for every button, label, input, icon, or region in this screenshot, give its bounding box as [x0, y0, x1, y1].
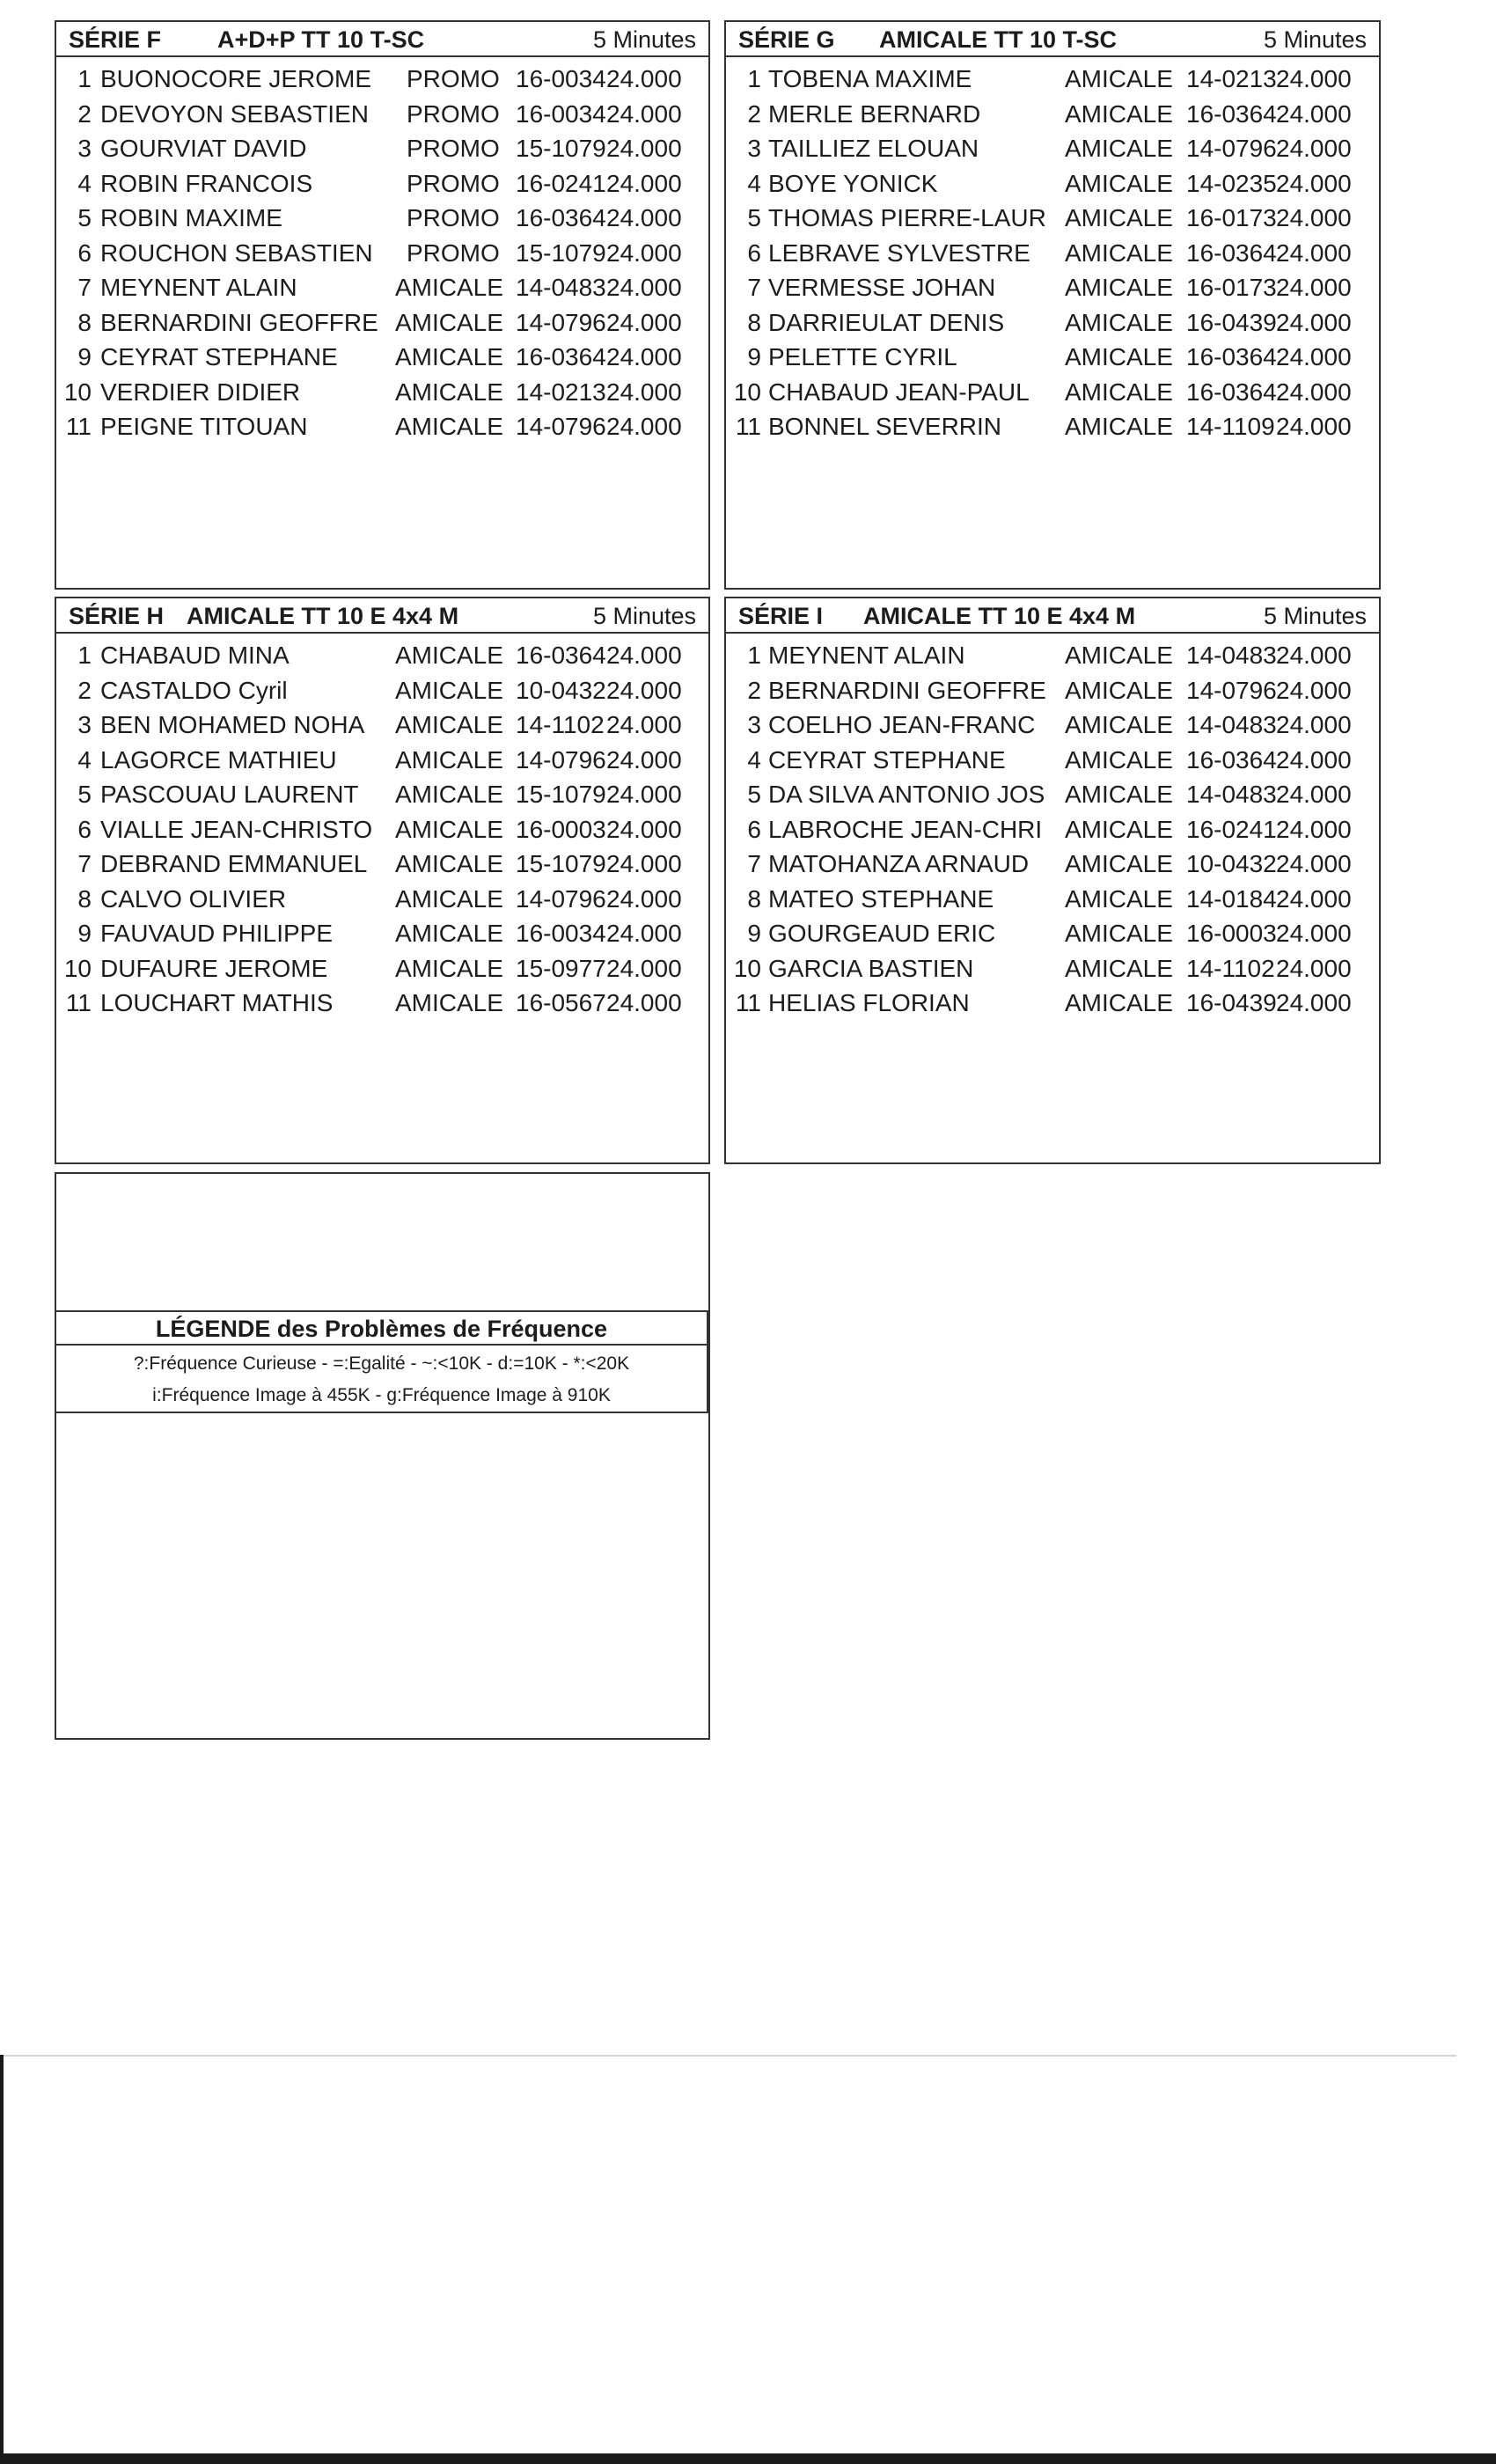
entry-frequency: 16-0003	[1186, 920, 1277, 947]
entry-club: PROMO	[407, 135, 500, 162]
entry-name: TAILLIEZ ELOUAN	[768, 135, 979, 162]
table-row	[726, 409, 1379, 444]
table-row	[56, 409, 708, 444]
panel-serie-h	[55, 597, 710, 1164]
entry-club: AMICALE	[395, 308, 503, 336]
entry-time: 24.000	[606, 343, 682, 370]
legend-box	[55, 1172, 710, 1740]
entry-time: 24.000	[606, 99, 682, 128]
entry-frequency: 16-0003	[516, 815, 606, 843]
entry-club: AMICALE	[1065, 884, 1173, 913]
entry-club: AMICALE	[395, 642, 503, 669]
entry-number: 1	[77, 65, 92, 92]
entry-name: ROBIN MAXIME	[100, 204, 282, 231]
entry-number: 6	[77, 815, 92, 843]
entry-frequency: 16-0439	[1186, 989, 1277, 1016]
table-row	[726, 743, 1379, 778]
entry-name: ROBIN FRANCOIS	[100, 169, 313, 197]
table-row	[726, 708, 1379, 743]
entry-frequency: 16-0364	[516, 343, 606, 370]
table-row	[56, 340, 708, 375]
entry-name: HELIAS FLORIAN	[768, 989, 970, 1016]
entry-time: 24.000	[1276, 920, 1352, 947]
entry-name: BERNARDINI GEOFFRE	[768, 676, 1046, 704]
entry-number: 9	[77, 920, 92, 947]
entry-frequency: 14-0796	[516, 413, 606, 440]
entry-club: AMICALE	[1065, 850, 1173, 877]
entry-time: 24.000	[606, 711, 682, 738]
panel-serie-i	[724, 597, 1381, 1164]
entry-club: AMICALE	[1065, 413, 1173, 440]
entry-frequency: 16-0241	[516, 169, 606, 197]
page-separator	[0, 2055, 1456, 2057]
entry-frequency: 14-1102	[516, 711, 605, 738]
entry-frequency: 14-0796	[516, 884, 606, 913]
entry-number: 3	[747, 711, 761, 738]
entry-time: 24.000	[606, 274, 682, 301]
entry-club: AMICALE	[1065, 954, 1173, 982]
entry-name: FAUVAUD PHILIPPE	[100, 920, 334, 947]
entry-name: VIALLE JEAN-CHRISTO	[100, 815, 373, 843]
entry-name: DEVOYON SEBASTIEN	[100, 99, 369, 128]
entry-name: MEYNENT ALAIN	[768, 642, 965, 669]
entry-name: CASTALDO Cyril	[100, 676, 288, 704]
table-row	[726, 812, 1379, 847]
entry-name: VERMESSE JOHAN	[768, 274, 996, 301]
table-row	[726, 305, 1379, 341]
entry-club: AMICALE	[1065, 274, 1173, 301]
entry-number: 7	[747, 850, 761, 877]
entry-frequency: 14-0796	[1186, 676, 1277, 704]
entry-club: PROMO	[407, 169, 500, 197]
entry-club: PROMO	[407, 204, 500, 231]
entry-number: 4	[77, 745, 92, 774]
serie-label: SÉRIE G	[738, 26, 835, 53]
entry-name: CEYRAT STEPHANE	[100, 343, 338, 370]
entry-club: AMICALE	[1065, 204, 1173, 231]
entry-frequency: 15-1079	[516, 850, 606, 877]
entry-frequency: 14-1102	[1186, 954, 1275, 982]
entry-frequency: 16-0364	[1186, 745, 1277, 774]
entry-frequency: 16-0173	[1186, 204, 1277, 231]
table-row	[56, 97, 708, 132]
entry-number: 2	[747, 99, 761, 128]
entry-name: GOURVIAT DAVID	[100, 135, 307, 162]
entry-time: 24.000	[606, 745, 682, 774]
entry-club: PROMO	[407, 99, 500, 128]
entry-time: 24.000	[1276, 676, 1352, 704]
serie-type: AMICALE TT 10 T-SC	[879, 26, 1118, 53]
entry-number: 3	[747, 135, 761, 162]
entry-frequency: 10-0432	[516, 676, 606, 704]
entry-time: 24.000	[606, 204, 682, 231]
entry-number: 7	[747, 274, 761, 301]
serie-label: SÉRIE H	[69, 603, 165, 629]
entry-frequency: 16-0364	[1186, 99, 1277, 128]
entry-name: LOUCHART MATHIS	[100, 989, 334, 1016]
table-row	[726, 638, 1379, 673]
entry-club: AMICALE	[395, 920, 503, 947]
serie-label: SÉRIE F	[69, 26, 162, 53]
entry-number: 4	[747, 745, 761, 774]
entry-frequency: 14-0213	[516, 378, 606, 406]
entry-number: 8	[77, 308, 92, 336]
entry-number: 8	[77, 884, 92, 913]
panel-header	[726, 22, 1379, 57]
entry-time: 24.000	[606, 65, 682, 92]
entry-club: AMICALE	[1065, 378, 1173, 406]
entry-number: 4	[747, 169, 761, 197]
table-row	[56, 305, 708, 341]
entry-number: 11	[65, 989, 92, 1016]
entry-frequency: 16-0364	[1186, 238, 1277, 267]
table-row	[56, 62, 708, 97]
entry-club: PROMO	[407, 238, 500, 267]
table-row	[56, 638, 708, 673]
entry-number: 10	[63, 378, 92, 406]
entry-number: 5	[747, 204, 761, 231]
entry-name: THOMAS PIERRE-LAUR	[768, 204, 1046, 231]
legend-line-1: ?:Fréquence Curieuse - =:Egalité - ~:<10K - d:=10K - *:<20K	[133, 1353, 630, 1374]
entry-club: AMICALE	[395, 745, 503, 774]
entry-club: AMICALE	[395, 781, 503, 808]
entry-time: 24.000	[606, 920, 682, 947]
entry-name: LABROCHE JEAN-CHRI	[768, 815, 1043, 843]
entry-frequency: 14-0483	[516, 274, 606, 301]
entry-name: MERLE BERNARD	[768, 99, 981, 128]
entry-club: AMICALE	[1065, 135, 1173, 162]
entry-name: DUFAURE JEROME	[100, 954, 328, 982]
entry-club: AMICALE	[1065, 65, 1173, 92]
entry-number: 5	[77, 781, 92, 808]
entry-name: BEN MOHAMED NOHA	[100, 711, 365, 738]
table-row	[726, 236, 1379, 271]
entry-time: 24.000	[1276, 815, 1352, 843]
entry-time: 24.000	[606, 642, 682, 669]
entry-club: AMICALE	[395, 274, 503, 301]
entry-club: AMICALE	[395, 711, 503, 738]
entry-name: GARCIA BASTIEN	[768, 954, 974, 982]
entry-time: 24.000	[1276, 238, 1352, 267]
entry-name: BONNEL SEVERRIN	[768, 413, 1002, 440]
entry-frequency: 15-1079	[516, 135, 606, 162]
table-row	[726, 270, 1379, 305]
table-row	[726, 340, 1379, 375]
table-row	[726, 131, 1379, 166]
entry-number: 9	[747, 920, 761, 947]
entry-club: AMICALE	[395, 413, 503, 440]
entry-frequency: 14-0184	[1186, 884, 1277, 913]
entry-frequency: 14-0483	[1186, 781, 1277, 808]
entry-club: AMICALE	[1065, 308, 1173, 336]
entry-name: BERNARDINI GEOFFRE	[100, 308, 378, 336]
entry-name: TOBENA MAXIME	[768, 65, 972, 92]
entry-time: 24.000	[1276, 274, 1352, 301]
entry-time: 24.000	[606, 413, 682, 440]
entry-name: ROUCHON SEBASTIEN	[100, 238, 373, 267]
entry-time: 24.000	[1276, 343, 1352, 370]
entry-time: 24.000	[1276, 413, 1352, 440]
entry-frequency: 14-0483	[1186, 711, 1277, 738]
panel-serie-f	[55, 20, 710, 590]
entry-number: 9	[747, 343, 761, 370]
entry-club: AMICALE	[1065, 711, 1173, 738]
entry-club: AMICALE	[395, 884, 503, 913]
table-row	[726, 166, 1379, 202]
entry-frequency: 16-0364	[516, 204, 606, 231]
table-row	[56, 777, 708, 812]
entry-frequency: 16-0364	[516, 642, 606, 669]
entry-club: AMICALE	[1065, 99, 1173, 128]
entry-club: AMICALE	[1065, 642, 1173, 669]
entry-frequency: 15-0977	[516, 954, 606, 982]
entry-number: 10	[733, 378, 761, 406]
entry-frequency: 16-0439	[1186, 308, 1277, 336]
entry-number: 3	[77, 135, 92, 162]
table-row	[56, 708, 708, 743]
entry-number: 2	[77, 676, 92, 704]
legend-title: LÉGENDE des Problèmes de Fréquence	[56, 1312, 707, 1346]
entry-frequency: 16-0034	[516, 920, 606, 947]
entry-time: 24.000	[1276, 884, 1352, 913]
entry-frequency: 16-0241	[1186, 815, 1277, 843]
entry-time: 24.000	[1276, 954, 1352, 982]
frequency-legend	[55, 1310, 708, 1413]
entry-time: 24.000	[1276, 642, 1352, 669]
entry-number: 8	[747, 308, 761, 336]
entry-time: 24.000	[606, 884, 682, 913]
entry-club: AMICALE	[395, 676, 503, 704]
entry-name: BOYE YONICK	[768, 169, 938, 197]
entry-frequency: 10-0432	[1186, 850, 1277, 877]
entry-name: CALVO OLIVIER	[100, 884, 287, 913]
table-row	[726, 777, 1379, 812]
entry-number: 10	[63, 954, 92, 982]
entry-number: 1	[77, 642, 92, 669]
entry-name: MEYNENT ALAIN	[100, 274, 297, 301]
panel-header	[56, 598, 708, 634]
entry-name: BUONOCORE JEROME	[100, 65, 372, 92]
entry-time: 24.000	[1276, 65, 1352, 92]
table-row	[726, 986, 1379, 1021]
entry-time: 24.000	[1276, 99, 1352, 128]
serie-duration: 5 Minutes	[1263, 603, 1367, 629]
entry-name: DARRIEULAT DENIS	[768, 308, 1005, 336]
entry-club: AMICALE	[1065, 343, 1173, 370]
table-row	[56, 236, 708, 271]
entry-frequency: 14-0796	[1186, 135, 1277, 162]
entry-frequency: 16-0364	[1186, 378, 1277, 406]
entry-time: 24.000	[606, 135, 682, 162]
entry-number: 2	[77, 99, 92, 128]
entry-club: AMICALE	[395, 954, 503, 982]
table-row	[726, 673, 1379, 708]
table-row	[56, 375, 708, 410]
entry-time: 24.000	[1276, 169, 1352, 197]
legend-line-2: i:Fréquence Image à 455K - g:Fréquence Image à 910K	[152, 1385, 611, 1405]
table-row	[56, 882, 708, 917]
entry-frequency: 16-0364	[1186, 343, 1277, 370]
entry-time: 24.000	[606, 308, 682, 336]
serie-duration: 5 Minutes	[592, 26, 696, 53]
entry-club: AMICALE	[395, 850, 503, 877]
table-row	[726, 951, 1379, 986]
entry-number: 6	[77, 238, 92, 267]
entry-frequency: 14-0796	[516, 745, 606, 774]
entry-number: 9	[77, 343, 92, 370]
entry-time: 24.000	[1276, 989, 1352, 1016]
entry-club: AMICALE	[395, 989, 503, 1016]
serie-label: SÉRIE I	[738, 603, 824, 629]
table-row	[56, 201, 708, 236]
entry-club: AMICALE	[1065, 676, 1173, 704]
entry-name: COELHO JEAN-FRANC	[768, 711, 1036, 738]
entry-name: CHABAUD MINA	[100, 642, 290, 669]
entry-number: 11	[65, 413, 92, 440]
entry-club: AMICALE	[1065, 169, 1173, 197]
entry-number: 11	[735, 989, 761, 1016]
table-row	[56, 986, 708, 1021]
entry-time: 24.000	[1276, 378, 1352, 406]
table-row	[56, 951, 708, 986]
entry-club: AMICALE	[1065, 815, 1173, 843]
table-row	[56, 916, 708, 951]
entry-club: AMICALE	[1065, 238, 1173, 267]
table-row	[726, 97, 1379, 132]
entry-frequency: 14-1109	[1186, 413, 1275, 440]
entry-time: 24.000	[1276, 745, 1352, 774]
table-row	[56, 812, 708, 847]
panel-header	[726, 598, 1379, 634]
entry-frequency: 16-0173	[1186, 274, 1277, 301]
entry-name: CHABAUD JEAN-PAUL	[768, 378, 1030, 406]
serie-type: AMICALE TT 10 E 4x4 M	[863, 603, 1136, 629]
entry-number: 6	[747, 238, 761, 267]
entry-time: 24.000	[1276, 308, 1352, 336]
entry-frequency: 14-0235	[1186, 169, 1277, 197]
entry-time: 24.000	[1276, 781, 1352, 808]
table-row	[56, 673, 708, 708]
entry-time: 24.000	[1276, 204, 1352, 231]
entry-number: 5	[747, 781, 761, 808]
entry-name: LAGORCE MATHIEU	[100, 745, 337, 774]
table-row	[56, 743, 708, 778]
scan-edge-left	[0, 2055, 4, 2464]
table-row	[56, 131, 708, 166]
entry-time: 24.000	[606, 850, 682, 877]
entry-time: 24.000	[1276, 711, 1352, 738]
entry-time: 24.000	[606, 781, 682, 808]
entry-name: VERDIER DIDIER	[100, 378, 301, 406]
entry-number: 2	[747, 676, 761, 704]
entry-name: MATEO STEPHANE	[768, 884, 994, 913]
serie-duration: 5 Minutes	[592, 603, 696, 629]
entry-club: AMICALE	[1065, 781, 1173, 808]
entry-club: AMICALE	[1065, 989, 1173, 1016]
entry-name: PASCOUAU LAURENT	[100, 781, 359, 808]
table-row	[726, 882, 1379, 917]
serie-type: A+D+P TT 10 T-SC	[217, 26, 425, 53]
entry-number: 3	[77, 711, 92, 738]
entry-time: 24.000	[606, 954, 682, 982]
entry-name: PEIGNE TITOUAN	[100, 413, 308, 440]
entry-number: 4	[77, 169, 92, 197]
entry-frequency: 16-0567	[516, 989, 606, 1016]
entry-frequency: 14-0213	[1186, 65, 1277, 92]
entry-name: DEBRAND EMMANUEL	[100, 850, 368, 877]
entry-name: DA SILVA ANTONIO JOS	[768, 781, 1045, 808]
entry-number: 1	[747, 642, 761, 669]
entry-time: 24.000	[606, 238, 682, 267]
entry-time: 24.000	[606, 989, 682, 1016]
table-row	[726, 375, 1379, 410]
entry-number: 8	[747, 884, 761, 913]
entry-club: AMICALE	[1065, 920, 1173, 947]
serie-duration: 5 Minutes	[1263, 26, 1367, 53]
entry-number: 11	[735, 413, 761, 440]
entry-frequency: 16-0034	[516, 65, 606, 92]
entry-number: 1	[747, 65, 761, 92]
entry-name: MATOHANZA ARNAUD	[768, 850, 1030, 877]
entry-name: GOURGEAUD ERIC	[768, 920, 996, 947]
entry-frequency: 15-1079	[516, 238, 606, 267]
table-row	[56, 166, 708, 202]
entry-number: 6	[747, 815, 761, 843]
entry-club: AMICALE	[1065, 745, 1173, 774]
entry-time: 24.000	[606, 169, 682, 197]
panel-serie-g	[724, 20, 1381, 590]
entry-club: AMICALE	[395, 378, 503, 406]
entry-name: PELETTE CYRIL	[768, 343, 957, 370]
serie-type: AMICALE TT 10 E 4x4 M	[187, 603, 459, 629]
entry-name: LEBRAVE SYLVESTRE	[768, 238, 1030, 267]
entry-club: AMICALE	[395, 343, 503, 370]
table-row	[726, 847, 1379, 882]
entry-time: 24.000	[606, 378, 682, 406]
entry-frequency: 15-1079	[516, 781, 606, 808]
entry-club: PROMO	[407, 65, 500, 92]
entry-frequency: 16-0034	[516, 99, 606, 128]
entry-number: 5	[77, 204, 92, 231]
table-row	[726, 201, 1379, 236]
entry-time: 24.000	[1276, 850, 1352, 877]
entry-time: 24.000	[1276, 135, 1352, 162]
entry-time: 24.000	[606, 815, 682, 843]
entry-number: 10	[733, 954, 761, 982]
table-row	[726, 916, 1379, 951]
entry-number: 7	[77, 850, 92, 877]
entry-frequency: 14-0483	[1186, 642, 1277, 669]
panel-header	[56, 22, 708, 57]
table-row	[726, 62, 1379, 97]
entry-club: AMICALE	[395, 815, 503, 843]
entry-frequency: 14-0796	[516, 308, 606, 336]
entry-name: CEYRAT STEPHANE	[768, 745, 1006, 774]
entry-number: 7	[77, 274, 92, 301]
scan-edge-bottom	[0, 2453, 1496, 2464]
table-row	[56, 270, 708, 305]
entry-time: 24.000	[606, 676, 682, 704]
table-row	[56, 847, 708, 882]
